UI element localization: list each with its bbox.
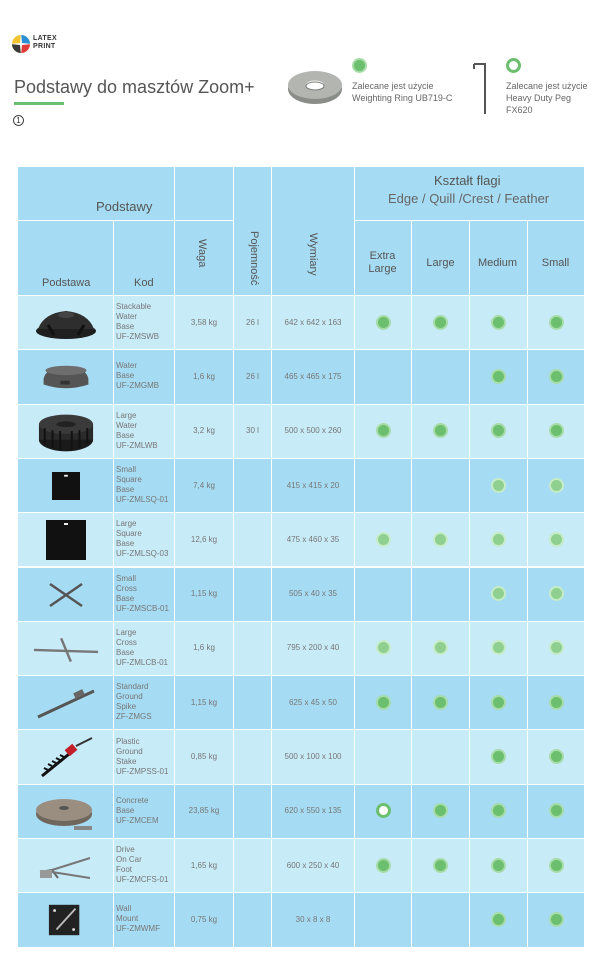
dimensions-cell: 30 x 8 x 8	[295, 914, 331, 924]
table-row	[18, 784, 584, 838]
filled-green-dot-icon	[433, 640, 448, 655]
capacity-cell: 30 l	[246, 426, 259, 436]
product-name	[116, 465, 176, 505]
table-row	[18, 838, 584, 892]
product-name-line: Ground	[116, 692, 143, 702]
capacity-cell	[234, 784, 271, 838]
product-name-line: Large	[116, 627, 137, 637]
dimensions-cell: 795 x 200 x 40	[286, 643, 340, 653]
product-name	[116, 361, 176, 391]
drive-on-car-foot-icon	[28, 844, 104, 888]
dimensions-cell: 465 x 465 x 175	[284, 371, 342, 381]
product-name-line: Base	[116, 322, 135, 332]
dimensions-cell: 475 x 460 x 35	[286, 534, 340, 544]
legend-text-1: Zalecane jest użycie Weighting Ring UB719-C	[352, 81, 453, 103]
weight-cell: 3,58 kg	[190, 317, 218, 327]
product-name-line: Water	[116, 361, 138, 371]
filled-green-dot-icon	[433, 315, 448, 330]
product-name-line: Base	[116, 485, 135, 495]
product-name	[116, 845, 176, 885]
table-row	[18, 458, 584, 512]
product-name-line: Large	[116, 519, 137, 529]
filled-green-dot-icon	[491, 532, 506, 547]
col-podstawa: Podstawa	[42, 277, 91, 289]
stands-table	[18, 167, 584, 948]
filled-green-dot-icon	[433, 532, 448, 547]
capacity-cell	[234, 512, 271, 566]
dimensions-cell: 625 x 45 x 50	[288, 697, 338, 707]
product-name-line: Plastic	[116, 736, 140, 746]
latex-print-logo	[9, 32, 69, 56]
dimensions-cell: 505 x 40 x 35	[288, 589, 338, 599]
weighting-ring-image	[287, 68, 343, 106]
small-square-base-icon	[28, 464, 104, 508]
product-name-line: Concrete	[116, 795, 149, 805]
product-name-line: UF-ZMCEM	[116, 815, 159, 825]
weight-cell: 1,15 kg	[190, 697, 218, 707]
product-name-line: UF-ZMWMF	[116, 924, 160, 934]
filled-green-dot-icon	[491, 640, 506, 655]
filled-green-dot-icon	[549, 586, 564, 601]
filled-green-dot-icon	[549, 640, 564, 655]
product-name	[116, 574, 176, 614]
table-row	[18, 567, 584, 621]
filled-green-dot-icon	[491, 315, 506, 330]
product-name	[116, 411, 176, 451]
legend-text-2: Zalecane jest użycie Heavy Duty Peg FX620	[506, 81, 588, 115]
product-name-line: Base	[116, 371, 135, 381]
product-name-line: Wall	[116, 904, 132, 914]
capacity-cell: 26 l	[246, 317, 259, 327]
product-name-line: UF-ZMSWB	[116, 332, 160, 342]
col-divider	[411, 221, 412, 948]
product-name-line: Stake	[116, 756, 137, 766]
col-large: Large	[426, 257, 455, 269]
header-flag-types: Edge / Quill /Crest / Feather	[388, 191, 550, 206]
filled-green-dot-icon	[549, 858, 564, 873]
weight-cell: 23,85 kg	[188, 806, 220, 816]
product-name-line: UF-ZMLSQ-03	[116, 549, 169, 559]
product-name-line: UF-ZMGMB	[116, 381, 160, 391]
filled-green-dot-icon	[376, 695, 391, 710]
product-name-line: Small	[116, 573, 137, 583]
capacity-cell	[234, 729, 271, 783]
filled-green-dot-icon	[549, 532, 564, 547]
concrete-base-icon	[28, 790, 104, 834]
product-name-line: UF-ZMLSQ-01	[116, 495, 169, 505]
ground-spike-icon	[28, 681, 104, 725]
product-name-line: Square	[116, 529, 142, 539]
filled-green-dot-icon	[549, 749, 564, 764]
filled-green-dot-icon	[549, 912, 564, 927]
col-divider	[113, 221, 114, 948]
capacity-cell	[234, 621, 271, 675]
product-name	[116, 796, 176, 826]
outlined-green-dot-icon	[376, 803, 391, 818]
product-name-line: ZF-ZMGS	[116, 712, 152, 722]
dimensions-cell: 600 x 250 x 40	[286, 860, 340, 870]
product-name	[116, 904, 176, 934]
col-divider	[271, 167, 272, 948]
col-divider	[527, 221, 528, 948]
capacity-cell	[234, 838, 271, 892]
filled-green-dot-icon	[491, 695, 506, 710]
product-name-line: Large	[116, 410, 137, 420]
weight-cell: 0,85 kg	[190, 752, 218, 762]
product-name-line: Small	[116, 465, 137, 475]
filled-green-dot-icon	[549, 423, 564, 438]
weight-cell: 12,6 kg	[190, 534, 218, 544]
col-divider	[174, 167, 175, 948]
product-name	[116, 682, 176, 722]
col-medium: Medium	[477, 257, 518, 269]
product-name-line: Standard	[116, 682, 149, 692]
product-name-line: UF-ZMPSS-01	[116, 766, 169, 776]
wall-mount-icon	[28, 898, 104, 942]
large-cross-base-icon	[28, 627, 104, 671]
legend-filled-dot-icon	[352, 58, 367, 73]
filled-green-dot-icon	[433, 858, 448, 873]
filled-green-dot-icon	[491, 858, 506, 873]
water-base-icon	[28, 355, 104, 399]
product-name-line: Stackable	[116, 302, 152, 312]
filled-green-dot-icon	[491, 369, 506, 384]
product-name	[116, 519, 176, 559]
product-name-line: Cross	[116, 583, 137, 593]
filled-green-dot-icon	[549, 478, 564, 493]
product-name-line: Cross	[116, 637, 137, 647]
table-row	[18, 404, 584, 458]
product-name-line: Square	[116, 475, 142, 485]
filled-green-dot-icon	[433, 803, 448, 818]
col-kod: Kod	[134, 277, 154, 289]
filled-green-dot-icon	[376, 640, 391, 655]
stackable-water-base-icon	[28, 301, 104, 345]
dimensions-cell: 415 x 415 x 20	[286, 480, 340, 490]
capacity-cell: 26 l	[246, 371, 259, 381]
weight-cell: 0,75 kg	[190, 914, 218, 924]
filled-green-dot-icon	[376, 858, 391, 873]
weight-cell: 7,4 kg	[193, 480, 215, 490]
capacity-cell	[234, 675, 271, 729]
filled-green-dot-icon	[376, 423, 391, 438]
dimensions-cell: 620 x 550 x 135	[284, 806, 342, 816]
weight-cell: 1,65 kg	[190, 860, 218, 870]
weight-cell: 3,2 kg	[193, 426, 215, 436]
dimensions-cell: 642 x 642 x 163	[284, 317, 342, 327]
col-waga: Waga	[196, 239, 208, 268]
capacity-cell	[234, 567, 271, 621]
small-cross-base-icon	[28, 573, 104, 617]
product-name-line: Ground	[116, 746, 143, 756]
col-wymiary: Wymiary	[307, 233, 319, 276]
logo-text-line1: LATEX	[33, 35, 57, 42]
product-name-line: Base	[116, 647, 135, 657]
product-name-line: UF-ZMLWB	[116, 440, 158, 450]
header-podstawy: Podstawy	[96, 199, 153, 214]
product-name-line: Base	[116, 539, 135, 549]
col-small: Small	[541, 257, 570, 269]
header-divider	[18, 220, 233, 221]
col-divider	[354, 167, 355, 948]
filled-green-dot-icon	[549, 695, 564, 710]
product-name-line: Water	[116, 312, 138, 322]
page-title: Podstawy do masztów Zoom+	[14, 77, 255, 97]
product-name	[116, 628, 176, 668]
filled-green-dot-icon	[491, 803, 506, 818]
table-row	[18, 349, 584, 403]
filled-green-dot-icon	[491, 586, 506, 601]
large-square-base-icon	[28, 518, 104, 562]
filled-green-dot-icon	[549, 315, 564, 330]
product-name-line: UF-ZMCFS-01	[116, 875, 169, 885]
logo-star-icon	[9, 32, 33, 56]
product-name-line: Foot	[116, 865, 133, 875]
col-divider	[233, 167, 234, 948]
dimensions-cell: 500 x 500 x 260	[284, 426, 342, 436]
filled-green-dot-icon	[376, 315, 391, 330]
table-row	[18, 675, 584, 729]
product-name-line: Base	[116, 430, 135, 440]
capacity-cell	[234, 458, 271, 512]
filled-green-dot-icon	[549, 803, 564, 818]
weight-cell: 1,6 kg	[193, 371, 215, 381]
dimensions-cell: 500 x 100 x 100	[284, 752, 342, 762]
product-name-line: Mount	[116, 914, 139, 924]
plastic-ground-stake-icon	[28, 735, 104, 779]
product-name	[116, 302, 176, 342]
product-name-line: Drive	[116, 845, 135, 855]
col-divider	[469, 221, 470, 948]
capacity-cell	[234, 892, 271, 946]
filled-green-dot-icon	[376, 532, 391, 547]
filled-green-dot-icon	[491, 912, 506, 927]
col-extra-large: Extra Large	[368, 250, 397, 275]
page-number: 1	[13, 115, 24, 126]
weight-cell: 1,15 kg	[190, 589, 218, 599]
table-row	[18, 729, 584, 783]
product-name-line: On Car	[116, 855, 142, 865]
filled-green-dot-icon	[433, 423, 448, 438]
header-flag-shape: Kształt flagi	[434, 173, 501, 188]
table-row	[18, 621, 584, 675]
product-name	[116, 737, 176, 777]
product-name-line: Base	[116, 805, 135, 815]
filled-green-dot-icon	[491, 423, 506, 438]
large-water-base-icon	[28, 410, 104, 454]
filled-green-dot-icon	[491, 749, 506, 764]
filled-green-dot-icon	[491, 478, 506, 493]
product-name-line: Water	[116, 420, 138, 430]
logo-text-line2: PRINT	[33, 43, 56, 50]
product-name-line: UF-ZMSCB-01	[116, 603, 169, 613]
filled-green-dot-icon	[549, 369, 564, 384]
col-pojemnosc: Pojemność	[248, 231, 260, 286]
title-underline	[14, 102, 64, 105]
legend-outlined-dot-icon	[506, 58, 521, 73]
heavy-duty-peg-image	[470, 60, 490, 116]
product-name-line: UF-ZMLCB-01	[116, 657, 169, 667]
filled-green-dot-icon	[433, 695, 448, 710]
table-row	[18, 892, 584, 946]
weight-cell: 1,6 kg	[193, 643, 215, 653]
table-row	[18, 295, 584, 349]
table-row	[18, 512, 584, 566]
product-name-line: Base	[116, 593, 135, 603]
product-name-line: Spike	[116, 702, 137, 712]
